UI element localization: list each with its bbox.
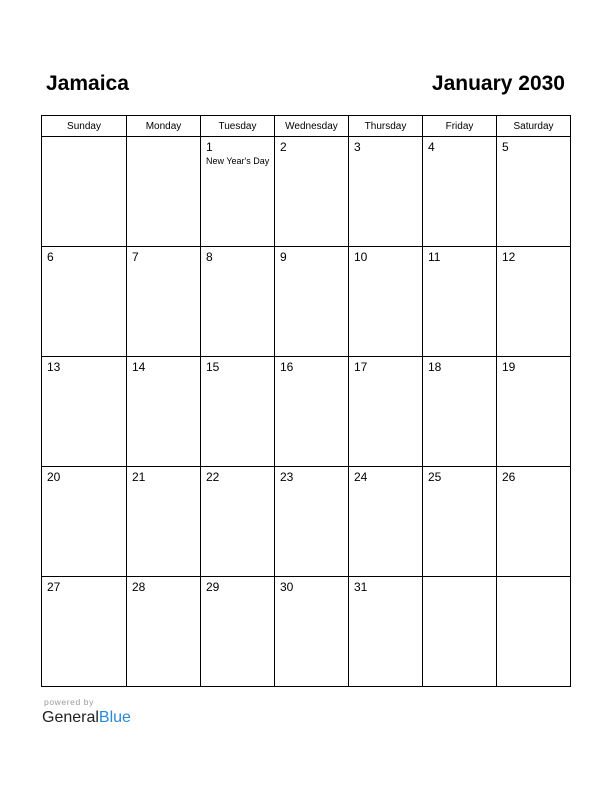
day-cell xyxy=(423,467,497,577)
day-cell xyxy=(127,357,201,467)
holiday-label: New Year's Day xyxy=(206,156,270,166)
day-cell xyxy=(497,247,571,357)
day-number: 25 xyxy=(428,470,442,484)
week-row xyxy=(42,357,571,467)
day-number: 26 xyxy=(502,470,516,484)
day-number: 19 xyxy=(502,360,516,374)
brand-name-part2: Blue xyxy=(98,709,131,726)
day-number: 23 xyxy=(280,470,294,484)
day-cell xyxy=(349,137,423,247)
day-cell xyxy=(275,467,349,577)
weekday-header: Friday xyxy=(423,116,497,137)
day-cell xyxy=(201,137,275,247)
day-number: 14 xyxy=(132,360,146,374)
day-number: 28 xyxy=(132,580,146,594)
day-number: 30 xyxy=(280,580,294,594)
day-cell xyxy=(42,467,127,577)
calendar-grid xyxy=(41,115,571,687)
day-number: 1 xyxy=(206,140,213,154)
day-cell xyxy=(42,137,127,247)
day-number: 27 xyxy=(47,580,61,594)
day-number: 8 xyxy=(206,250,213,264)
day-cell xyxy=(201,247,275,357)
day-number: 13 xyxy=(47,360,61,374)
day-number: 6 xyxy=(47,250,54,264)
weekday-header-row xyxy=(42,116,571,137)
day-number: 10 xyxy=(354,250,368,264)
day-number: 3 xyxy=(354,140,361,154)
country-title: Jamaica xyxy=(46,72,129,95)
day-cell xyxy=(423,137,497,247)
day-cell xyxy=(497,137,571,247)
week-row xyxy=(42,247,571,357)
week-row xyxy=(42,137,571,247)
day-number: 31 xyxy=(354,580,368,594)
day-number: 9 xyxy=(280,250,287,264)
day-number: 24 xyxy=(354,470,368,484)
day-cell xyxy=(127,137,201,247)
day-cell xyxy=(349,247,423,357)
day-number: 29 xyxy=(206,580,220,594)
day-cell xyxy=(349,467,423,577)
day-cell xyxy=(127,577,201,687)
day-number xyxy=(127,137,200,140)
day-number: 5 xyxy=(502,140,509,154)
powered-by-text: powered by xyxy=(44,697,94,707)
day-cell xyxy=(423,577,497,687)
day-number: 21 xyxy=(132,470,146,484)
day-number: 16 xyxy=(280,360,294,374)
weekday-header: Monday xyxy=(127,116,201,137)
week-row xyxy=(42,467,571,577)
day-number: 17 xyxy=(354,360,368,374)
day-cell xyxy=(201,357,275,467)
day-cell xyxy=(349,357,423,467)
day-cell xyxy=(275,247,349,357)
weekday-header: Tuesday xyxy=(201,116,275,137)
day-cell xyxy=(42,357,127,467)
day-cell xyxy=(127,467,201,577)
brand-name-part1: General xyxy=(42,709,99,726)
day-number: 12 xyxy=(502,250,516,264)
day-cell xyxy=(275,577,349,687)
day-cell xyxy=(497,467,571,577)
day-cell xyxy=(497,357,571,467)
day-number: 7 xyxy=(132,250,139,264)
day-number: 4 xyxy=(428,140,435,154)
day-cell xyxy=(42,247,127,357)
day-number: 22 xyxy=(206,470,220,484)
day-number: 2 xyxy=(280,140,287,154)
week-row xyxy=(42,577,571,687)
day-cell xyxy=(349,577,423,687)
day-cell xyxy=(42,577,127,687)
day-number: 20 xyxy=(47,470,61,484)
day-cell xyxy=(497,577,571,687)
day-number: 15 xyxy=(206,360,220,374)
day-number xyxy=(423,577,496,580)
month-year-title: January 2030 xyxy=(431,72,565,95)
day-number xyxy=(497,577,570,580)
day-cell xyxy=(201,467,275,577)
brand-logo[interactable] xyxy=(42,708,131,728)
weekday-header: Saturday xyxy=(497,116,571,137)
day-number: 18 xyxy=(428,360,442,374)
day-cell xyxy=(423,247,497,357)
day-number xyxy=(42,137,126,140)
weekday-header: Wednesday xyxy=(275,116,349,137)
weekday-header: Thursday xyxy=(349,116,423,137)
day-cell xyxy=(275,357,349,467)
day-cell xyxy=(275,137,349,247)
day-cell xyxy=(423,357,497,467)
weekday-header: Sunday xyxy=(42,116,127,137)
day-number: 11 xyxy=(428,250,441,264)
day-cell xyxy=(201,577,275,687)
day-cell xyxy=(127,247,201,357)
